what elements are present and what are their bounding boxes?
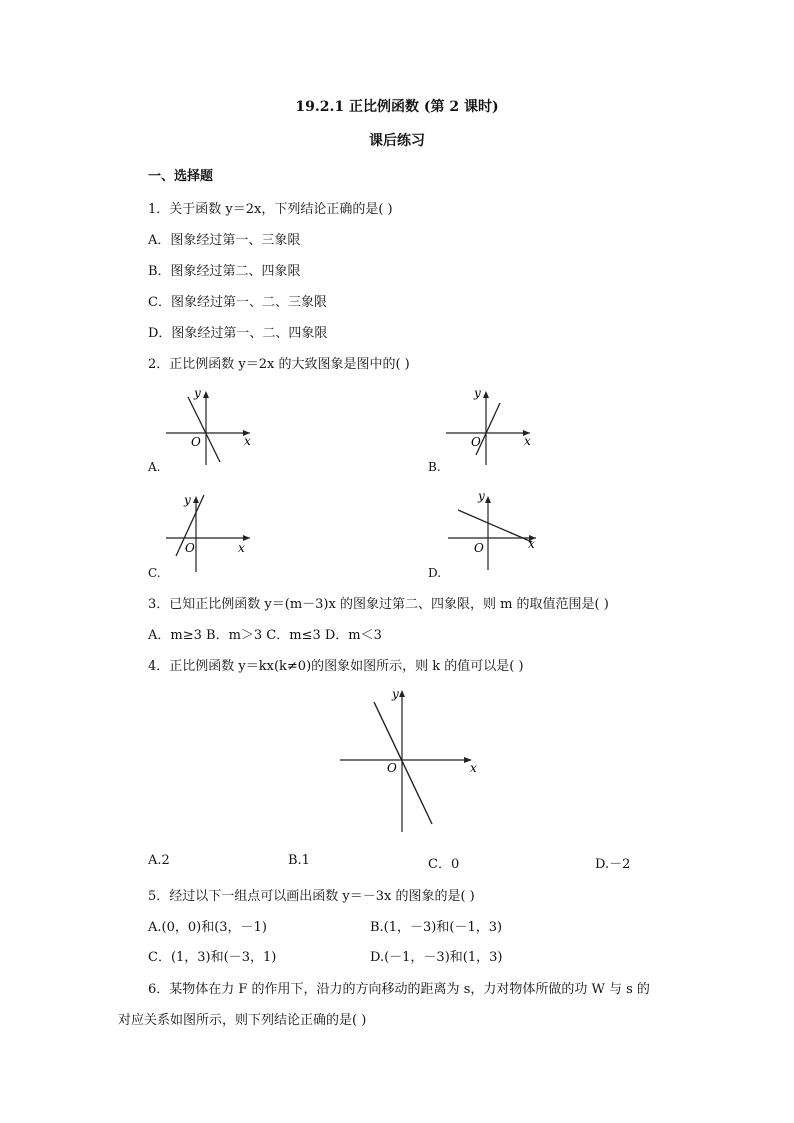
q4-graph-origin-label: O xyxy=(387,761,397,775)
question-4-option-c: C．0 xyxy=(428,857,460,872)
question-5-option-b: B.(1，－3)和(－1，3) xyxy=(370,920,503,935)
question-4-option-d: D.－2 xyxy=(595,857,631,872)
page-title: 19.2.1 正比例函数 (第 2 课时) xyxy=(295,99,499,115)
page-subtitle: 课后练习 xyxy=(369,133,425,149)
graph-d-label: D. xyxy=(428,566,442,580)
graph-b-origin-label: O xyxy=(471,435,481,449)
graph-a-x-label: x xyxy=(244,434,251,448)
question-3-stem: 3．已知正比例函数 y＝(m－3)x 的图象过第二、四象限，则 m 的取值范围是( ) xyxy=(148,597,609,612)
graph-c xyxy=(158,490,268,575)
question-1-option-c: C．图象经过第一、二、三象限 xyxy=(148,295,327,310)
question-4-graph xyxy=(330,682,490,837)
graph-d-origin-label: O xyxy=(474,541,484,555)
question-4-option-a: A.2 xyxy=(148,853,170,868)
graph-d-x-label: x xyxy=(528,537,535,551)
graph-c-y-label: y xyxy=(184,493,191,507)
question-4-stem: 4．正比例函数 y＝kx(k≠0)的图象如图所示，则 k 的值可以是( ) xyxy=(148,659,524,674)
question-5-option-d: D.(－1，－3)和(1，3) xyxy=(370,950,503,965)
question-1-option-b: B．图象经过第二、四象限 xyxy=(148,264,301,279)
question-6-line-1: 6．某物体在力 F 的作用下，沿力的方向移动的距离为 s，力对物体所做的功 W 与 s 的 xyxy=(148,982,650,997)
question-1-stem: 1．关于函数 y＝2x，下列结论正确的是( ) xyxy=(148,202,393,217)
question-3-options: A．m≥3 B．m＞3 C．m≤3 D．m＜3 xyxy=(148,628,382,643)
graph-b-y-label: y xyxy=(474,386,481,400)
question-5-stem: 5．经过以下一组点可以画出函数 y＝－3x 的图象的是( ) xyxy=(148,889,475,904)
graph-c-origin-label: O xyxy=(185,541,195,555)
graph-b-x-label: x xyxy=(524,434,531,448)
q4-graph-y-label: y xyxy=(392,687,399,701)
graph-b xyxy=(438,385,548,470)
graph-c-x-label: x xyxy=(238,541,245,555)
question-5-option-a: A.(0，0)和(3，－1) xyxy=(148,920,267,935)
question-2-stem: 2．正比例函数 y＝2x 的大致图象是图中的( ) xyxy=(148,357,410,372)
question-1-option-d: D．图象经过第一、二、四象限 xyxy=(148,326,328,341)
graph-c-label: C. xyxy=(148,566,161,580)
section-heading: 一、选择题 xyxy=(148,169,214,184)
graph-d xyxy=(438,490,548,575)
question-4-option-b: B.1 xyxy=(288,853,310,868)
question-6-line-2: 对应关系如图所示，则下列结论正确的是( ) xyxy=(118,1013,367,1028)
graph-a-y-label: y xyxy=(194,386,201,400)
question-1-option-a: A．图象经过第一、三象限 xyxy=(148,233,301,248)
graph-a-label: A. xyxy=(148,460,161,474)
graph-b-label: B. xyxy=(428,460,441,474)
question-5-option-c: C．(1，3)和(－3，1) xyxy=(148,950,277,965)
q4-graph-x-label: x xyxy=(470,761,477,775)
graph-d-y-label: y xyxy=(478,490,485,503)
graph-a-origin-label: O xyxy=(191,435,201,449)
graph-a xyxy=(158,385,268,470)
